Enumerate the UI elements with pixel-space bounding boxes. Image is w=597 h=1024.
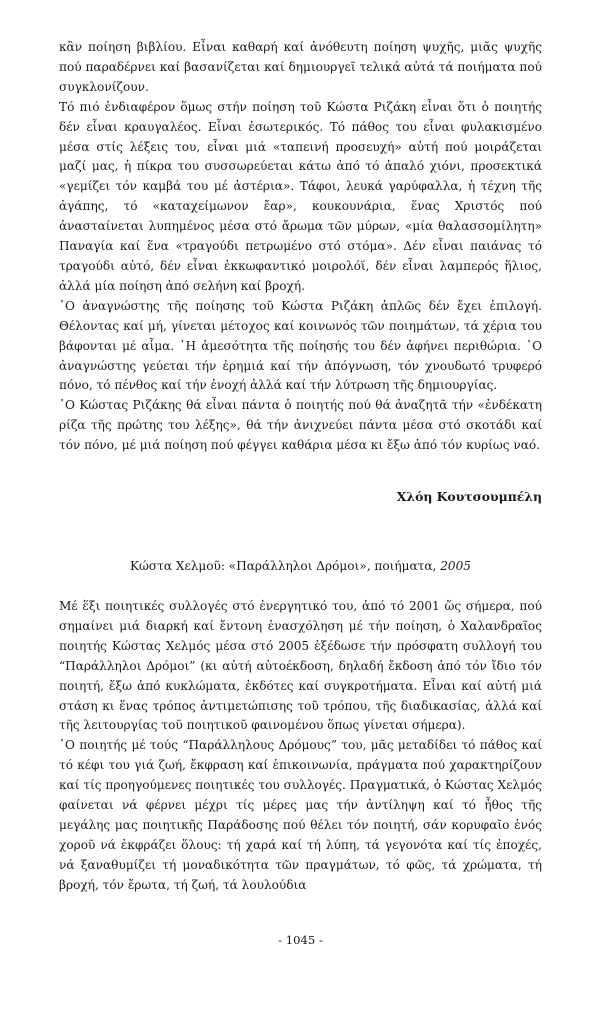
page-number: - 1045 - bbox=[278, 933, 323, 947]
review-heading bbox=[59, 556, 542, 576]
article-2-text bbox=[59, 597, 542, 896]
paragraph: κἂν ποίηση βιβλίου. Εἶναι καθαρή καί ἀνόθευτη ποίηση ψυχῆς, μιᾶς ψυχῆς πού παραδέρνει καί βασανίζεται καί δημιουργεῖ τελικά αὐτά τά ποιήματα πού συγκλονίζουν. bbox=[59, 40, 542, 94]
review-heading-year: 2005 bbox=[440, 559, 471, 573]
article-1-text bbox=[59, 38, 542, 456]
paragraph: ῾Ο ποιητής μέ τούς “Παράλληλους Δρόμους” του, μᾶς μεταδίδει τό πάθος καί τό κέφι του γιά ζωή, ἔκφραση καί ἐπικοινωνία, πράγματα πού χαρακτηρίζουν καί τίς προηγούμενες ποιητικές του συλλογές. Πραγματικά, ὁ Κώστας Χελμός φαίνεται νά φέρνει μέχρι τίς μέρες μας τήν ἀντίληψη καί τό ἦθος τῆς μεγάλης μας ποιητικῆς Παράδοσης πού θέλει τόν ποιητή, σάν κορυφαῖο ἑνός χοροῦ νά ἐκφράζει ὅλους: τή χαρά καί τή λύπη, τά γεγονότα καί τίς ἐποχές, νά ξαναθυμίζει τή μοναδικότητα τῶν πραγμάτων, τό φῶς, τά χρώματα, τή βροχή, τόν ἔρωτα, τή ζωή, τά λουλούδια bbox=[59, 738, 542, 892]
paragraph: Μέ ἕξι ποιητικές συλλογές στό ἐνεργητικό του, ἀπό τό 2001 ὥς σήμερα, πού σημαίνει μιά διαρκή καί ἔντονη ἐνασχόληση μέ τήν ποίηση, ὁ Χαλανδραῖος ποιητής Κώστας Χελμός μέσα στό 2005 ἐξέδωσε τήν πρόσφατη συλλογή του “Παράλληλοι Δρόμοι” (κι αὐτή αὐτοέκδοση, δηλαδή ἔκδοση ἀπό τόν ἴδιο τόν ποιητή, ἔξω ἀπό κυκλώματα, ἐκδότες καί συγκροτήματα. Εἶναι καί αὐτή μιά στάση κι ἕνας τρόπος ἀντιμετώπισης τοῦ τρόπου, τῆς διαδικασίας, ἀλλά καί τῆς λειτουργίας τοῦ ποιητικοῦ φαινομένου ὅπως γίνεται σήμερα). bbox=[59, 599, 542, 733]
paragraph: Τό πιό ἐνδιαφέρον ὅμως στήν ποίηση τοῦ Κώστα Ριζάκη εἶναι ὅτι ὁ ποιητής δέν εἶναι κραυγαλέος. Εἶναι ἐσωτερικός. Τό πάθος του εἶναι φυλακισμένο μέσα στίς λέξεις του, εἶναι μιά «ταπεινή προσευχή» αὐτή πού μοιράζεται μαζί μας, ἡ πίκρα του συσσωρεύεται κάτω ἀπό τό ἀπαλό χιόνι, προσεκτικά «γεμίζει τόν καμβά του μέ ἀστέρια». Τάφοι, λευκά γαρύφαλλα, ἡ τέχνη τῆς ἀγάπης, τό «καταχείμωνον ἔαρ», κουκουνάρια, ἕνας Χριστός πού ἀνασταίνεται λυπημένος μέσα στό ἄρωμα τῶν μύρων, «μία θαλασσομίλητη» Παναγία καί ἕνα «τραγούδι πετρωμένο στό στόμα». Δέν εἶναι παιάνας τό τραγούδι αὐτό, δέν εἶναι ἐκκωφαντικό μοιρολόϊ, δέν εἶναι λαμπερός ἥλιος, ἀλλά μία ποίηση ἀπό σελήνη καί βροχή. bbox=[59, 99, 542, 293]
paragraph: ῾Ο Κώστας Ριζάκης θά εἶναι πάντα ὁ ποιητής πού θά ἀναζητᾶ τήν «ἐνδέκατη ρίζα τῆς πρώτης του λέξης», θά τήν ἀνιχνεύει πάντα μέσα στό σκοτάδι καί τόν πόνο, μέ μιά ποίηση πού φέγγει καθάρια μέσα κι ἔξω ἀπό τόν κυρίως ναό. bbox=[59, 398, 542, 453]
paragraph: ῾Ο ἀναγνώστης τῆς ποίησης τοῦ Κώστα Ριζάκη ἁπλῶς δέν ἔχει ἐπιλογή. Θέλοντας καί μή, γίνεται μέτοχος καί κοινωνός τῶν ποιημάτων, τά χέρια του βάφονται μέ αἷμα. ῾Η ἀμεσότητα τῆς ποίησής του δέν ἀφήνει περιθώρια. ῾Ο ἀναγνώστης γεύεται τήν ἐρημιά καί τήν ἀπόγνωση, τόν χνουδωτό τρυφερό πόνο, τό πένθος καί τήν ἐνοχή ἀλλά καί τήν λύτρωση τῆς δημιουργίας. bbox=[59, 298, 542, 393]
review-heading-text: Κώστα Χελμοῦ: «Παράλληλοι Δρόμοι», ποιήματα, bbox=[130, 559, 437, 573]
author-signature: Χλόη Κουτσουμπέλη bbox=[396, 489, 542, 504]
